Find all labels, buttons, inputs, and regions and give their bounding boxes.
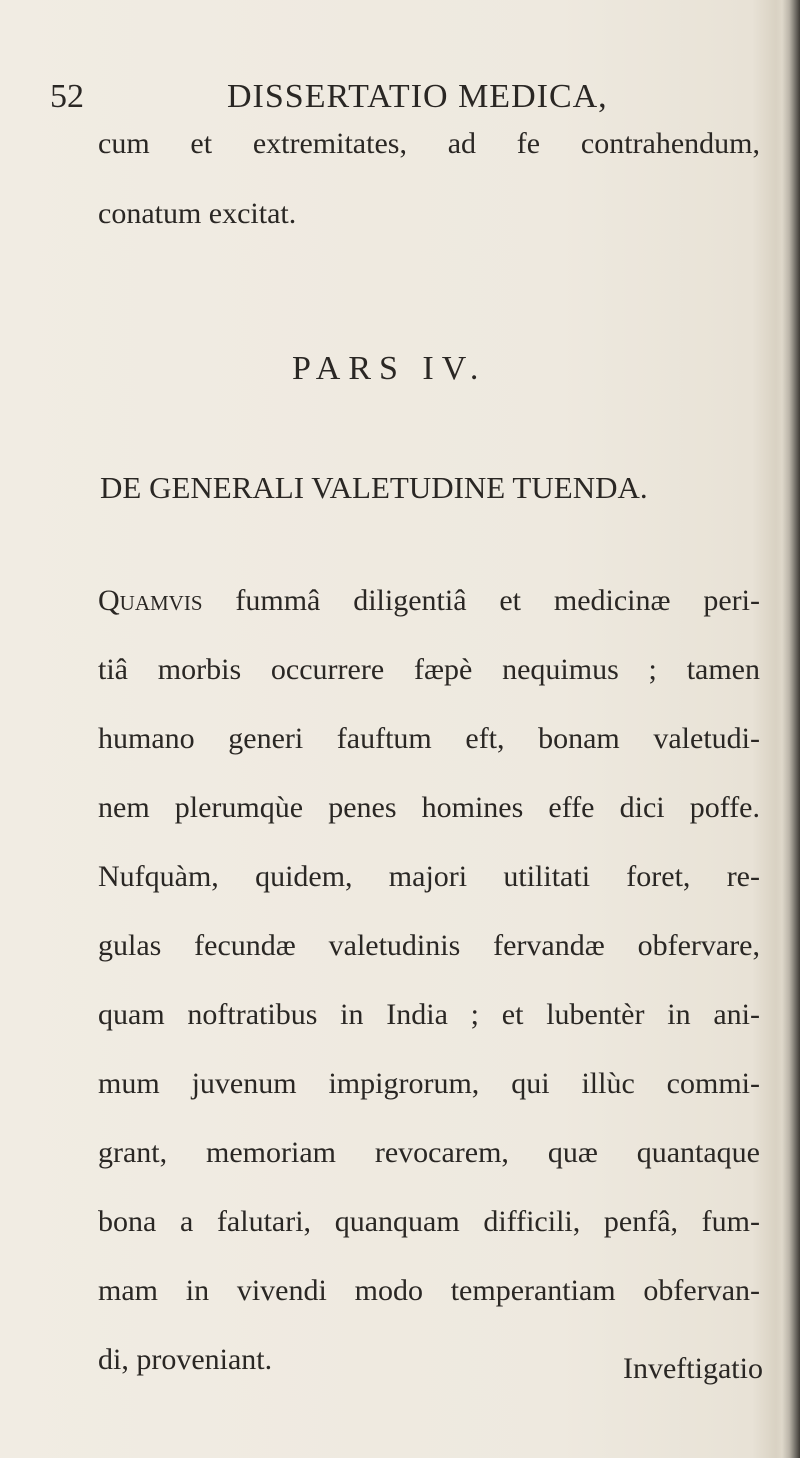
paragraph-line-5: Nufquàm, quidem, majori utilitati foret, re- xyxy=(98,860,760,893)
paragraph-line-9: grant, memoriam revocarem, quæ quantaque xyxy=(98,1136,760,1169)
running-head: DISSERTATIO MEDICA, xyxy=(227,78,608,115)
paragraph-line-7: quam noftratibus in India ; et lubentèr in ani- xyxy=(98,998,760,1031)
page-header xyxy=(50,72,710,115)
paragraph-line-10: bona a falutari, quanquam difficili, penfâ, fum- xyxy=(98,1205,760,1238)
section-title: DE GENERALI VALETUDINE TUENDA. xyxy=(100,470,648,505)
intro-line-1: cum et extremitates, ad fe contrahendum, xyxy=(98,127,760,160)
book-spine-shadow xyxy=(782,0,800,1458)
part-heading: PARS IV. xyxy=(292,350,487,387)
catchword: Inveftigatio xyxy=(623,1352,763,1385)
paragraph-line-6: gulas fecundæ valetudinis fervandæ obfervare, xyxy=(98,929,760,962)
paragraph-first-line-rest: fummâ diligentiâ et medicinæ peri- xyxy=(235,584,760,617)
paragraph-line-2: tiâ morbis occurrere fæpè nequimus ; tamen xyxy=(98,653,760,686)
paragraph-first-word: Quamvis xyxy=(98,584,203,617)
page-number: 52 xyxy=(50,78,84,115)
intro-line-2: conatum excitat. xyxy=(98,197,297,230)
paragraph-line-3: humano generi fauftum eft, bonam valetudi- xyxy=(98,722,760,755)
paragraph-line-4: nem plerumqùe penes homines effe dici poffe. xyxy=(98,791,760,824)
paragraph-line-12: di, proveniant. xyxy=(98,1343,273,1376)
paragraph-line-1 xyxy=(98,583,760,619)
paragraph-line-11: mam in vivendi modo temperantiam obfervan- xyxy=(98,1274,760,1307)
paragraph-line-8: mum juvenum impigrorum, qui illùc commi- xyxy=(98,1067,760,1100)
